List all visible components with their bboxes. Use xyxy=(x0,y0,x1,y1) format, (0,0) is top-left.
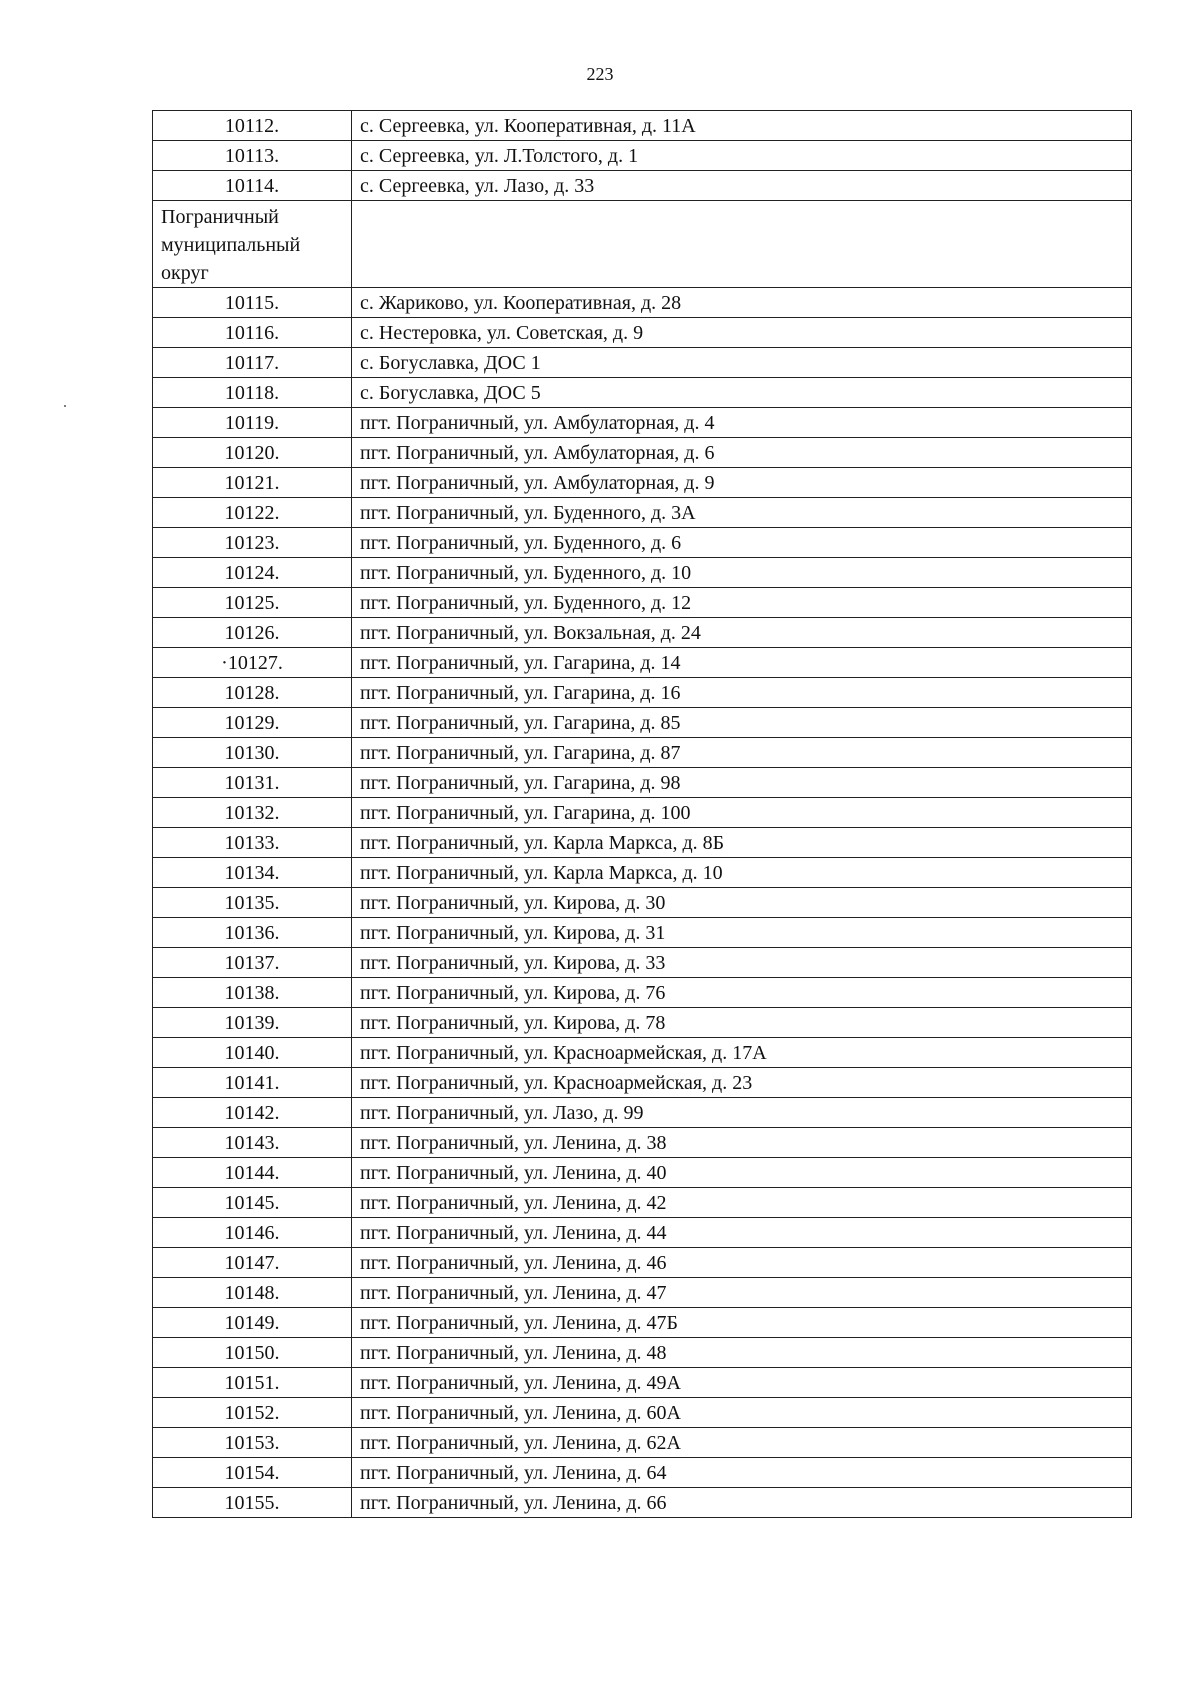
table-row xyxy=(153,678,1132,708)
table-row xyxy=(153,1158,1132,1188)
row-number: 10139. xyxy=(153,1008,352,1038)
table-row xyxy=(153,378,1132,408)
table-row xyxy=(153,408,1132,438)
table-row xyxy=(153,1308,1132,1338)
table-row xyxy=(153,1488,1132,1518)
row-number: 10125. xyxy=(153,588,352,618)
row-number: 10133. xyxy=(153,828,352,858)
row-address: пгт. Пограничный, ул. Гагарина, д. 16 xyxy=(352,678,1132,708)
row-number: 10152. xyxy=(153,1398,352,1428)
row-address: пгт. Пограничный, ул. Лазо, д. 99 xyxy=(352,1098,1132,1128)
table-row xyxy=(153,828,1132,858)
table-row xyxy=(153,978,1132,1008)
row-address: пгт. Пограничный, ул. Кирова, д. 76 xyxy=(352,978,1132,1008)
row-number: 10150. xyxy=(153,1338,352,1368)
table-row xyxy=(153,1188,1132,1218)
row-number: 10126. xyxy=(153,618,352,648)
section-group xyxy=(153,201,1132,288)
table-row xyxy=(153,528,1132,558)
row-number: ·10127. xyxy=(153,648,352,678)
row-number: 10140. xyxy=(153,1038,352,1068)
table-row xyxy=(153,318,1132,348)
row-address: пгт. Пограничный, ул. Ленина, д. 47 xyxy=(352,1278,1132,1308)
row-number: 10138. xyxy=(153,978,352,1008)
table-row xyxy=(153,111,1132,141)
row-number: 10124. xyxy=(153,558,352,588)
row-address: пгт. Пограничный, ул. Гагарина, д. 14 xyxy=(352,648,1132,678)
row-address: пгт. Пограничный, ул. Ленина, д. 48 xyxy=(352,1338,1132,1368)
table-row xyxy=(153,1008,1132,1038)
address-table xyxy=(152,110,1132,1518)
row-address: пгт. Пограничный, ул. Карла Маркса, д. 10 xyxy=(352,858,1132,888)
row-address: с. Нестеровка, ул. Советская, д. 9 xyxy=(352,318,1132,348)
table-row xyxy=(153,468,1132,498)
row-number: 10118. xyxy=(153,378,352,408)
row-address: пгт. Пограничный, ул. Буденного, д. 12 xyxy=(352,588,1132,618)
row-number: 10144. xyxy=(153,1158,352,1188)
row-address: с. Сергеевка, ул. Л.Толстого, д. 1 xyxy=(352,141,1132,171)
row-number: 10116. xyxy=(153,318,352,348)
row-number: 10128. xyxy=(153,678,352,708)
row-number: 10149. xyxy=(153,1308,352,1338)
row-number: 10142. xyxy=(153,1098,352,1128)
table-row xyxy=(153,498,1132,528)
row-address: пгт. Пограничный, ул. Кирова, д. 31 xyxy=(352,918,1132,948)
table-row xyxy=(153,171,1132,201)
table-row xyxy=(153,798,1132,828)
row-address: пгт. Пограничный, ул. Ленина, д. 66 xyxy=(352,1488,1132,1518)
row-address: пгт. Пограничный, ул. Ленина, д. 60А xyxy=(352,1398,1132,1428)
row-address: пгт. Пограничный, ул. Ленина, д. 64 xyxy=(352,1458,1132,1488)
row-number: 10123. xyxy=(153,528,352,558)
row-number: 10154. xyxy=(153,1458,352,1488)
row-number: 10114. xyxy=(153,171,352,201)
row-address: пгт. Пограничный, ул. Буденного, д. 6 xyxy=(352,528,1132,558)
table-row xyxy=(153,1068,1132,1098)
row-address: с. Жариково, ул. Кооперативная, д. 28 xyxy=(352,288,1132,318)
row-number: 10135. xyxy=(153,888,352,918)
row-number: 10121. xyxy=(153,468,352,498)
table-row xyxy=(153,918,1132,948)
row-number: 10147. xyxy=(153,1248,352,1278)
row-address: пгт. Пограничный, ул. Ленина, д. 42 xyxy=(352,1188,1132,1218)
section-empty-cell xyxy=(352,201,1132,288)
table-row xyxy=(153,588,1132,618)
row-address: пгт. Пограничный, ул. Гагарина, д. 87 xyxy=(352,738,1132,768)
section-label: Пограничный муниципальный округ xyxy=(153,201,352,288)
row-address: с. Сергеевка, ул. Кооперативная, д. 11А xyxy=(352,111,1132,141)
row-address: пгт. Пограничный, ул. Кирова, д. 30 xyxy=(352,888,1132,918)
table-row xyxy=(153,1458,1132,1488)
row-address: пгт. Пограничный, ул. Ленина, д. 62А xyxy=(352,1428,1132,1458)
row-number: 10153. xyxy=(153,1428,352,1458)
scan-speck xyxy=(64,405,66,407)
row-address: пгт. Пограничный, ул. Буденного, д. 3А xyxy=(352,498,1132,528)
section-row xyxy=(153,201,1132,288)
table-row xyxy=(153,1278,1132,1308)
table-row xyxy=(153,858,1132,888)
table-row xyxy=(153,348,1132,378)
row-address: пгт. Пограничный, ул. Ленина, д. 46 xyxy=(352,1248,1132,1278)
row-number: 10155. xyxy=(153,1488,352,1518)
row-number: 10132. xyxy=(153,798,352,828)
row-number: 10134. xyxy=(153,858,352,888)
table-row xyxy=(153,768,1132,798)
table-row xyxy=(153,1428,1132,1458)
row-number: 10129. xyxy=(153,708,352,738)
row-address: пгт. Пограничный, ул. Красноармейская, д. 17А xyxy=(352,1038,1132,1068)
table-row xyxy=(153,1128,1132,1158)
table-row xyxy=(153,1098,1132,1128)
table-row xyxy=(153,1218,1132,1248)
table-row xyxy=(153,558,1132,588)
row-number: 10141. xyxy=(153,1068,352,1098)
table-row xyxy=(153,1398,1132,1428)
table-row xyxy=(153,288,1132,318)
row-address: пгт. Пограничный, ул. Ленина, д. 40 xyxy=(352,1158,1132,1188)
row-address: пгт. Пограничный, ул. Вокзальная, д. 24 xyxy=(352,618,1132,648)
row-address: пгт. Пограничный, ул. Амбулаторная, д. 4 xyxy=(352,408,1132,438)
table-row xyxy=(153,1248,1132,1278)
row-number: 10130. xyxy=(153,738,352,768)
row-number: 10146. xyxy=(153,1218,352,1248)
row-address: пгт. Пограничный, ул. Ленина, д. 49А xyxy=(352,1368,1132,1398)
row-address: пгт. Пограничный, ул. Гагарина, д. 98 xyxy=(352,768,1132,798)
table-row xyxy=(153,948,1132,978)
row-number: 10119. xyxy=(153,408,352,438)
row-address: пгт. Пограничный, ул. Буденного, д. 10 xyxy=(352,558,1132,588)
table-row xyxy=(153,618,1132,648)
row-address: пгт. Пограничный, ул. Кирова, д. 33 xyxy=(352,948,1132,978)
table-body-top xyxy=(153,111,1132,201)
row-address: с. Богуславка, ДОС 1 xyxy=(352,348,1132,378)
table-row xyxy=(153,1368,1132,1398)
row-address: пгт. Пограничный, ул. Кирова, д. 78 xyxy=(352,1008,1132,1038)
row-address: пгт. Пограничный, ул. Ленина, д. 47Б xyxy=(352,1308,1132,1338)
table-row xyxy=(153,888,1132,918)
row-address: пгт. Пограничный, ул. Ленина, д. 44 xyxy=(352,1218,1132,1248)
row-number: 10145. xyxy=(153,1188,352,1218)
row-number: 10137. xyxy=(153,948,352,978)
table-row xyxy=(153,1338,1132,1368)
row-number: 10115. xyxy=(153,288,352,318)
row-number: 10120. xyxy=(153,438,352,468)
table-body-main xyxy=(153,288,1132,1518)
page-number: 223 xyxy=(586,64,614,84)
row-number: 10136. xyxy=(153,918,352,948)
table-row xyxy=(153,1038,1132,1068)
row-address: пгт. Пограничный, ул. Гагарина, д. 100 xyxy=(352,798,1132,828)
row-address: пгт. Пограничный, ул. Карла Маркса, д. 8Б xyxy=(352,828,1132,858)
row-address: с. Богуславка, ДОС 5 xyxy=(352,378,1132,408)
row-address: пгт. Пограничный, ул. Амбулаторная, д. 9 xyxy=(352,468,1132,498)
table-row xyxy=(153,141,1132,171)
row-address: пгт. Пограничный, ул. Амбулаторная, д. 6 xyxy=(352,438,1132,468)
row-number: 10117. xyxy=(153,348,352,378)
table-row xyxy=(153,738,1132,768)
table-row xyxy=(153,708,1132,738)
row-number: 10122. xyxy=(153,498,352,528)
row-address: пгт. Пограничный, ул. Ленина, д. 38 xyxy=(352,1128,1132,1158)
row-address: пгт. Пограничный, ул. Красноармейская, д. 23 xyxy=(352,1068,1132,1098)
row-number: 10113. xyxy=(153,141,352,171)
row-number: 10143. xyxy=(153,1128,352,1158)
row-address: с. Сергеевка, ул. Лазо, д. 33 xyxy=(352,171,1132,201)
row-number: 10151. xyxy=(153,1368,352,1398)
row-number: 10148. xyxy=(153,1278,352,1308)
row-number: 10112. xyxy=(153,111,352,141)
row-address: пгт. Пограничный, ул. Гагарина, д. 85 xyxy=(352,708,1132,738)
table-row xyxy=(153,648,1132,678)
row-number: 10131. xyxy=(153,768,352,798)
table-row xyxy=(153,438,1132,468)
